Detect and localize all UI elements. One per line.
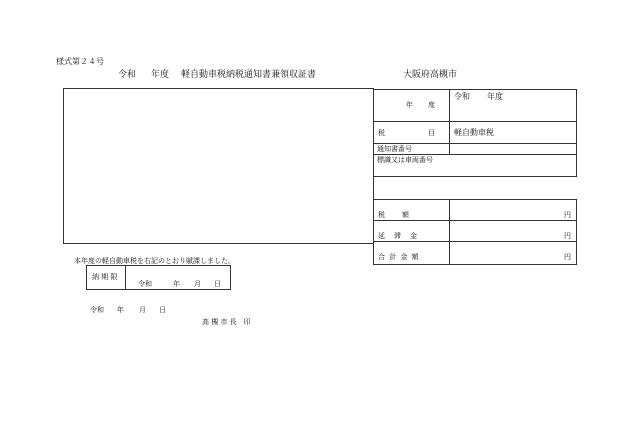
plate-number-label-cell <box>374 155 576 176</box>
mayor-seal-text: 高 槻 市 長 印 <box>202 318 251 326</box>
payment-deadline-box <box>86 265 231 290</box>
issue-date-day: 日 <box>159 306 166 314</box>
late-fee-label-cell <box>374 221 450 241</box>
plate-number-label: 標識又は車両番号 <box>377 156 433 164</box>
notice-number-label: 通知書番号 <box>377 145 412 153</box>
document-title: 軽自動車税納税通知書兼領収証書 <box>181 70 317 80</box>
deadline-label: 納 期 限 <box>92 273 118 281</box>
amounts-table <box>373 199 577 265</box>
row-notice-number <box>374 144 576 155</box>
tax-label-2: 目 <box>428 129 435 137</box>
row-total <box>374 242 576 264</box>
total-label-cell <box>374 242 450 264</box>
late-fee-label: 延 滞 金 <box>378 232 418 240</box>
deadline-day: 日 <box>214 280 221 288</box>
address-box <box>63 88 374 244</box>
title-year-suffix: 年度 <box>151 70 170 80</box>
deadline-month: 月 <box>194 280 201 288</box>
total-unit: 円 <box>564 253 571 261</box>
deadline-label-cell <box>87 266 126 289</box>
tax-info-table <box>373 89 577 177</box>
row-plate-number <box>374 155 576 176</box>
tax-amount-unit: 円 <box>564 211 571 219</box>
form-number: 様式第２４号 <box>56 57 104 66</box>
row-late-fee <box>374 221 576 242</box>
tax-amount-label: 税 額 <box>378 211 410 219</box>
assessment-notice-text: 本年度の軽自動車税を右記のとおり賦課しました。 <box>74 257 235 265</box>
year-label-1: 年 <box>406 101 413 109</box>
year-value-era: 令和 <box>454 92 470 101</box>
tax-amount-label-cell <box>374 200 450 220</box>
tax-item-value: 軽自動車税 <box>454 128 494 137</box>
issue-date-era: 令和 <box>90 306 104 314</box>
year-label-cell <box>374 90 450 121</box>
issue-date-year: 年 <box>117 306 124 314</box>
year-label-2: 度 <box>428 101 435 109</box>
deadline-era: 令和 <box>138 280 152 288</box>
row-tax-item <box>374 122 576 144</box>
notice-number-label-cell <box>374 144 450 154</box>
title-era: 令和 <box>118 70 137 80</box>
late-fee-unit: 円 <box>564 232 571 240</box>
tax-item-label-cell <box>374 122 450 143</box>
total-label: 合 計 金 額 <box>378 253 420 261</box>
deadline-year: 年 <box>173 280 180 288</box>
row-tax-amount <box>374 200 576 221</box>
issue-date-month: 月 <box>139 306 146 314</box>
tax-label-1: 税 <box>378 129 385 137</box>
issuer-city: 大阪府高槻市 <box>403 70 458 80</box>
year-value-suffix: 年度 <box>487 92 503 101</box>
row-year <box>374 90 576 122</box>
